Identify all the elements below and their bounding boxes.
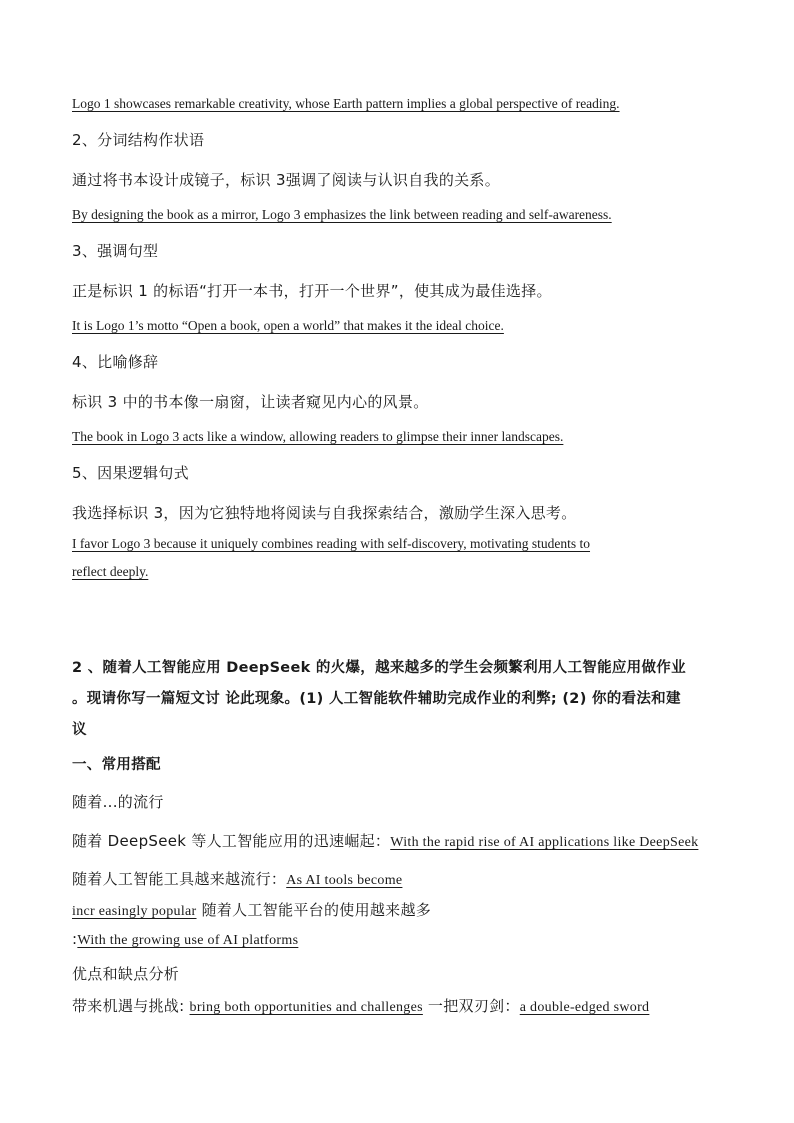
heading-participle: 2、分词结构作状语 [72,131,205,149]
heading-emphasis: 3、强调句型 [72,242,159,260]
collocation-2-english-part2: incr easingly popular [72,904,197,919]
subheading-popularity: 随着...的流行 [72,793,164,811]
collocation-1-english: With the rapid rise of AI applications like DeepSeek [390,835,699,850]
collocation-row-1 [72,830,698,851]
sentence-5-english-line1: I favor Logo 3 because it uniquely combines reading with self-discovery, motivating students to [72,536,591,551]
sentence-3-chinese: 正是标识 1 的标语“打开一本书，打开一个世界”，使其成为最佳选择。 [72,282,552,300]
collocation-4-chinese: 带来机遇与挑战: [72,997,190,1015]
heading-causal: 5、因果逻辑句式 [72,464,189,482]
sentence-2-chinese: 通过将书本设计成镜子，标识 3强调了阅读与认识自我的关系。 [72,171,501,189]
collocation-5-chinese: 一把双刃剑： [422,997,520,1015]
heading-metaphor: 4、比喻修辞 [72,353,159,371]
collocation-2-chinese: 随着人工智能工具越来越流行： [72,870,287,888]
question-2-line3: 议 [72,722,87,738]
sentence-5-english-line2: reflect deeply. [72,564,149,579]
collocation-row-3 [72,899,431,920]
sentence-3-english: It is Logo 1’s motto “Open a book, open a world” that makes it the ideal choice. [72,318,504,333]
common-collocations-heading: 一、常用搭配 [72,757,161,773]
collocation-row-5 [72,995,649,1016]
collocation-3-chinese: 随着人工智能平台的使用越来越多 [196,901,432,919]
sentence-5-chinese: 我选择标识 3，因为它独特地将阅读与自我探索结合，激励学生深入思考。 [72,504,577,522]
collocation-3-english: With the growing use of AI platforms [77,933,299,948]
question-2-line1: 2 、随着人工智能应用 DeepSeek 的火爆，越来越多的学生会频繁利用人工智能应用做作业 [72,660,686,676]
collocation-5-english: a double-edged sword [519,1000,650,1015]
subheading-pros-cons: 优点和缺点分析 [72,965,180,983]
collocation-2-english-part1: As AI tools become [286,873,403,888]
collocation-row-4 [72,930,298,949]
collocation-1-chinese: 随着 DeepSeek 等人工智能应用的迅速崛起： [72,832,391,850]
collocation-4-english: bring both opportunities and challenges [189,1000,423,1015]
collocation-3-prefix: : [72,930,78,948]
question-2-line2: 。现请你写一篇短文讨 论此现象。(1) 人工智能软件辅助完成作业的利弊; (2) 你的看法和建 [72,691,681,707]
sentence-2-english: By designing the book as a mirror, Logo 3 emphasizes the link between reading and self-awareness. [72,207,612,222]
sentence-1-english: Logo 1 showcases remarkable creativity, whose Earth pattern implies a global perspective of reading. [72,96,620,111]
collocation-row-2 [72,868,402,889]
sentence-4-chinese: 标识 3 中的书本像一扇窗，让读者窥见内心的风景。 [72,393,429,411]
sentence-4-english: The book in Logo 3 acts like a window, allowing readers to glimpse their inner landscapes. [72,429,564,444]
